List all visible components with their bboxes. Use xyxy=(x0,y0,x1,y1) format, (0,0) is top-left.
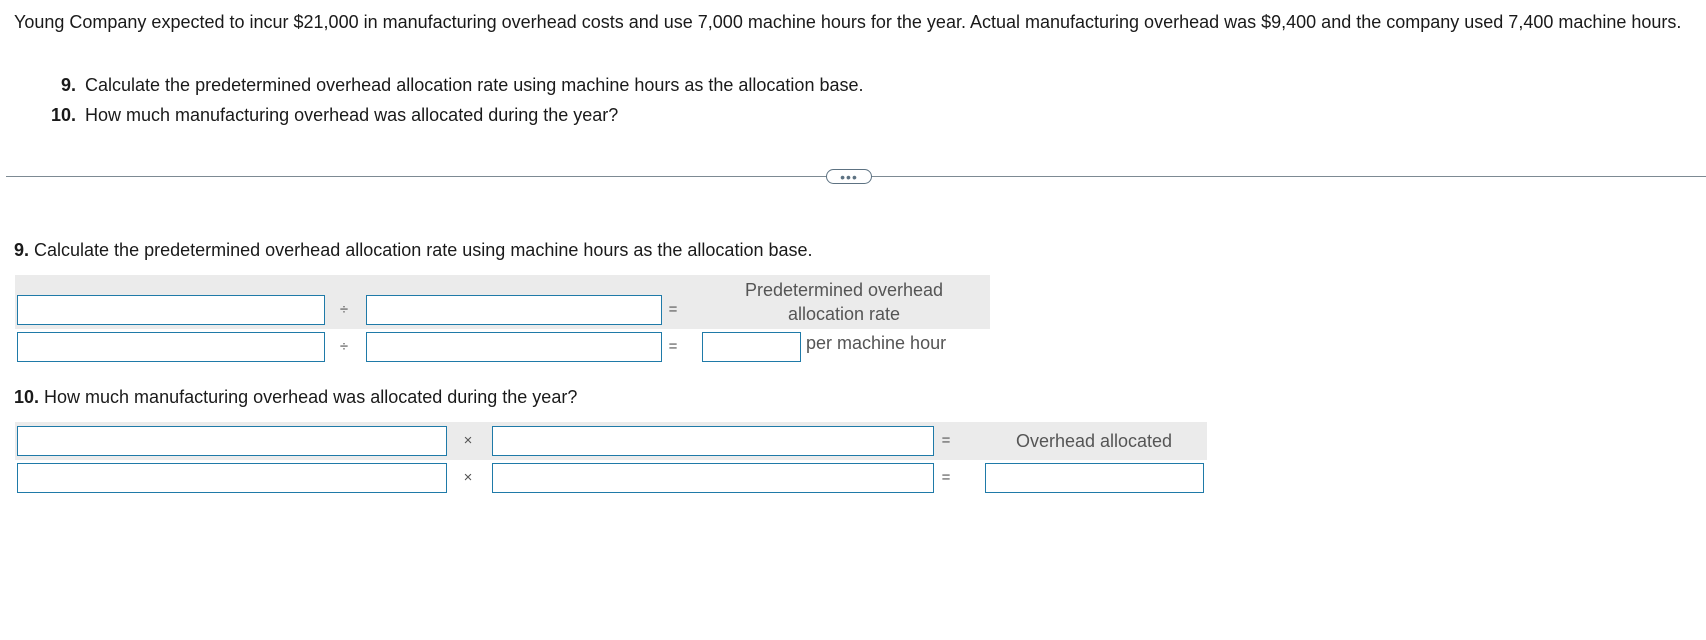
problem-statement: Young Company expected to incur $21,000 in manufacturing overhead costs and use 7,000 machine hours for the year. Actual manufacturing overhead was $9,400 and the company used 7,400 machine hours. xyxy=(14,12,1682,32)
q10-result-header: Overhead allocated xyxy=(1015,431,1173,451)
q10-header-left-input[interactable] xyxy=(17,426,447,456)
q10-result-input[interactable] xyxy=(985,463,1204,493)
q9-number: 9. xyxy=(14,240,30,260)
q9-value-right-input[interactable] xyxy=(366,332,662,362)
q9-unit-label: per machine hour xyxy=(806,333,947,353)
equals-operator: = xyxy=(668,301,678,318)
q9-result-header xyxy=(700,278,988,326)
q10-value-right-input[interactable] xyxy=(492,463,934,493)
multiply-operator: × xyxy=(463,469,473,486)
question-item-10 xyxy=(46,103,946,133)
q10-value-left-input[interactable] xyxy=(17,463,447,493)
q10-text: How much manufacturing overhead was allocated during the year? xyxy=(39,387,578,407)
multiply-operator: × xyxy=(463,432,473,449)
divide-operator: ÷ xyxy=(339,338,349,355)
equals-operator: = xyxy=(941,432,951,449)
q9-header-left-input[interactable] xyxy=(17,295,325,325)
equals-operator: = xyxy=(941,469,951,486)
expand-more-button[interactable]: ••• xyxy=(826,169,872,184)
q9-value-left-input[interactable] xyxy=(17,332,325,362)
question-number: 9. xyxy=(60,75,76,95)
q9-result-header-line2: allocation rate xyxy=(787,304,901,324)
q9-text: Calculate the predetermined overhead allocation rate using machine hours as the allocation base. xyxy=(29,240,813,260)
q9-heading xyxy=(14,238,813,262)
q10-heading xyxy=(14,385,577,409)
q10-number: 10. xyxy=(14,387,40,407)
q9-header-right-input[interactable] xyxy=(366,295,662,325)
question-list xyxy=(46,73,946,133)
question-text: Calculate the predetermined overhead allocation rate using machine hours as the allocation base. xyxy=(80,75,864,95)
q9-result-header-line1: Predetermined overhead xyxy=(744,280,944,300)
question-number: 10. xyxy=(50,105,76,125)
question-text: How much manufacturing overhead was allocated during the year? xyxy=(80,105,619,125)
q9-result-input[interactable] xyxy=(702,332,801,362)
equals-operator: = xyxy=(668,338,678,355)
question-item-9 xyxy=(46,73,946,103)
q10-header-right-input[interactable] xyxy=(492,426,934,456)
divide-operator: ÷ xyxy=(339,301,349,318)
